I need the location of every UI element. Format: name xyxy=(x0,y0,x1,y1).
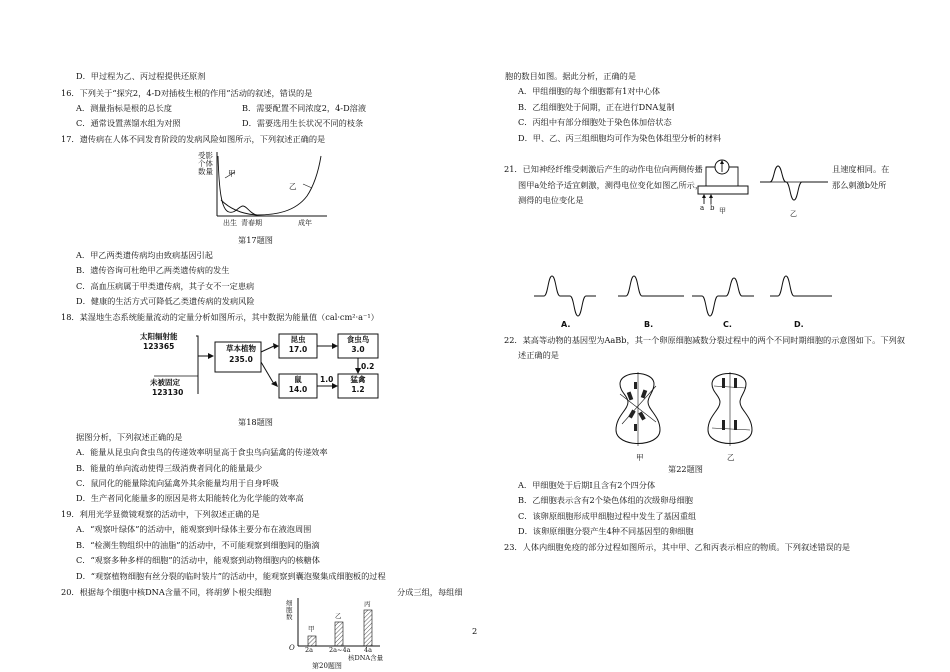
q22-label-jia: 甲 xyxy=(636,453,644,462)
q18-insect-value: 17.0 xyxy=(288,345,308,354)
q18-option-c: C．鼠同化的能量除流向猛禽外其余能量均用于自身呼吸 xyxy=(76,478,279,488)
q20-option-c: C．丙组中有部分细胞处于染色体加倍状态 xyxy=(518,117,672,127)
q18-option-d: D．生产者同化能量多的原因是将太阳能转化为化学能的效率高 xyxy=(76,493,304,503)
q17-option-d: D．健康的生活方式可降低乙类遗传病的发病风险 xyxy=(76,296,255,306)
q20-bar-label-bing: 丙 xyxy=(364,600,371,608)
q22-stem-line1: 22．某高等动物的基因型为AaBb，其一个卵原细胞减数分裂过程中的两个不同时期细胞的示意图如下。下列叙 xyxy=(504,335,905,345)
q15-option-d: D．甲过程为乙、丙过程提供还原剂 xyxy=(76,71,206,81)
q18-lead: 据图分析，下列叙述正确的是 xyxy=(76,432,183,442)
q17-x-birth: 出生 xyxy=(223,219,237,227)
q17-option-a: A．甲乙两类遗传病均由致病基因引起 xyxy=(76,250,213,260)
q18-insect-label: 昆虫 xyxy=(290,335,306,344)
q20-continued: 胞的数目如图。据此分析，正确的是 xyxy=(505,71,637,81)
q19-option-d: D．“观察植物细胞有丝分裂的临时装片”的活动中，能观察到囊泡聚集成细胞板的过程 xyxy=(76,571,386,581)
q19-stem: 19．利用光学显微镜观察的活动中，下列叙述正确的是 xyxy=(61,509,260,519)
q20-stem-end: 分成三组，每组细 xyxy=(397,587,463,597)
q21-option-label-c: C. xyxy=(723,320,732,329)
q22-label-yi: 乙 xyxy=(727,453,735,462)
q22-option-d: D．该卵原细胞分裂产生4种不同基因型的卵细胞 xyxy=(518,526,694,536)
q21-option-label-b: B. xyxy=(644,320,654,329)
q20-origin: O xyxy=(289,644,295,652)
q22-option-a: A．甲细胞处于后期I且含有2个四分体 xyxy=(518,480,656,490)
q21-label-b: b xyxy=(710,204,715,212)
q21-option-label-a: A. xyxy=(561,320,571,329)
q20-bar-label-yi: 乙 xyxy=(335,612,342,620)
q16-option-c: C．通常设置蒸馏水组为对照 xyxy=(76,118,181,128)
q18-caption: 第18题图 xyxy=(238,417,273,427)
q20-bar-label-jia: 甲 xyxy=(308,625,315,633)
q21-trace-c xyxy=(692,278,754,316)
q18-bird-label: 食虫鸟 xyxy=(346,335,370,344)
q20-bar-jia xyxy=(308,636,316,646)
q18-mouse-label: 鼠 xyxy=(294,375,302,384)
q18-bird-value: 3.0 xyxy=(351,345,365,354)
q23-stem: 23．人体内细胞免疫的部分过程如图所示，其中甲、乙和丙表示相应的物质。下列叙述错误的是 xyxy=(504,542,851,552)
q18-option-a: A．能量从昆虫向食虫鸟的传递效率明显高于食虫鸟向猛禽的传递效率 xyxy=(76,447,328,457)
q21-stem-line2: 图甲a处给予适宜刺激，测得电位变化如图乙所示， xyxy=(518,180,704,190)
q21-stem-line2-end: 那么刺激b处所 xyxy=(832,180,887,190)
q20-stem-start: 20．根据每个细胞中核DNA含量不同，将胡萝卜根尖细胞 xyxy=(61,587,272,597)
q21-trace-d xyxy=(770,276,832,296)
page-number: 2 xyxy=(472,626,478,636)
q21-option-label-d: D. xyxy=(794,320,804,329)
q18-plant-value: 235.0 xyxy=(229,355,253,364)
q18-plant-label: 草本植物 xyxy=(226,344,256,353)
q18-sun-label: 太阳辐射能 xyxy=(140,332,178,341)
q20-x-2a-4a: 2a~4a xyxy=(329,646,351,654)
q20-bar-bing xyxy=(364,610,372,646)
q20-fig-ylabel: 细胞数 xyxy=(286,599,293,621)
q21-options-figure xyxy=(534,270,834,322)
q20-bar-yi xyxy=(335,622,343,646)
q21-stem-line1: 21．已知神经纤维受刺激后产生的动作电位向两侧传播 xyxy=(504,164,703,174)
q16-stem: 16．下列关于“探究2，4-D对插枝生根的作用”活动的叙述，错误的是 xyxy=(61,88,313,98)
q22-caption: 第22题图 xyxy=(668,464,703,474)
q21-trace-a xyxy=(534,276,596,316)
q17-x-adult: 成年 xyxy=(298,219,312,227)
q18-arrow-value-bird-hawk: 0.2 xyxy=(361,362,375,371)
q18-hawk-label: 猛禽 xyxy=(350,375,366,384)
q18-hawk-value: 1.2 xyxy=(351,385,365,394)
q21-label-yi: 乙 xyxy=(790,210,797,218)
q22-option-c: C．该卵原细胞形成甲细胞过程中发生了基因重组 xyxy=(518,511,697,521)
q20-x-4a: 4a xyxy=(364,646,373,654)
q18-sun-value: 123365 xyxy=(143,342,175,351)
q19-option-a: A．“观察叶绿体”的活动中，能观察到叶绿体主要分布在液泡周围 xyxy=(76,524,312,534)
q17-figure xyxy=(195,148,335,234)
q16-option-d: D．需要选用生长状况不同的枝条 xyxy=(242,118,364,128)
q18-unfixed-label: 未被固定 xyxy=(150,378,180,387)
q19-option-c: C．“观察多种多样的细胞”的活动中，能观察到动物细胞内的核糖体 xyxy=(76,555,320,565)
q17-option-c: C．高血压病属于甲类遗传病，其子女不一定患病 xyxy=(76,281,255,291)
q20-option-d: D．甲、乙、丙三组细胞均可作为染色体组型分析的材料 xyxy=(518,133,722,143)
q20-x-2a: 2a xyxy=(305,646,314,654)
q17-x-puberty: 青春期 xyxy=(241,219,262,227)
q18-unfixed-value: 123130 xyxy=(152,388,184,397)
q18-mouse-value: 14.0 xyxy=(288,385,308,394)
q16-option-a: A．测量指标是根的总长度 xyxy=(76,103,172,113)
q17-caption: 第17题图 xyxy=(238,235,273,245)
q17-label-jia: 甲 xyxy=(228,169,236,178)
q21-label-jia: 甲 xyxy=(719,207,726,215)
q18-option-b: B．能量的单向流动使得三级消费者同化的能量最少 xyxy=(76,463,263,473)
q22-figure xyxy=(608,364,778,456)
q21-label-a: a xyxy=(700,204,705,212)
q17-fig-ylabel: 受影 个体 数量 xyxy=(198,151,213,176)
q22-stem-line2: 述正确的是 xyxy=(518,350,559,360)
q16-option-b: B．需要配置不同浓度2，4-D溶液 xyxy=(242,103,367,113)
q22-option-b: B．乙细胞表示含有2个染色体组的次级卵母细胞 xyxy=(518,495,693,505)
q20-option-b: B．乙组细胞处于间期，正在进行DNA复制 xyxy=(518,102,675,112)
q17-stem: 17．遗传病在人体不同发育阶段的发病风险如图所示，下列叙述正确的是 xyxy=(61,134,326,144)
q20-caption: 第20题图 xyxy=(312,662,342,670)
q21-trace-b xyxy=(618,276,684,296)
q18-arrow-value-mouse-hawk: 1.0 xyxy=(320,375,334,384)
q18-stem: 18．某湿地生态系统能量流动的定量分析如图所示，其中数据为能量值（cal·cm²·a⁻¹） xyxy=(61,312,379,322)
q20-option-a: A．甲组细胞的每个细胞都有1对中心体 xyxy=(518,86,661,96)
q21-stem-line3: 测得的电位变化是 xyxy=(518,195,584,205)
q19-option-b: B．“检测生物组织中的油脂”的活动中，不可能观察到细胞间的脂滴 xyxy=(76,540,320,550)
q21-stem-line1-end: 且速度相同。在 xyxy=(832,164,890,174)
q17-option-b: B．遗传咨询可杜绝甲乙两类遗传病的发生 xyxy=(76,265,230,275)
q20-x-title: 核DNA含量 xyxy=(348,654,384,662)
q17-label-yi: 乙 xyxy=(289,182,297,191)
